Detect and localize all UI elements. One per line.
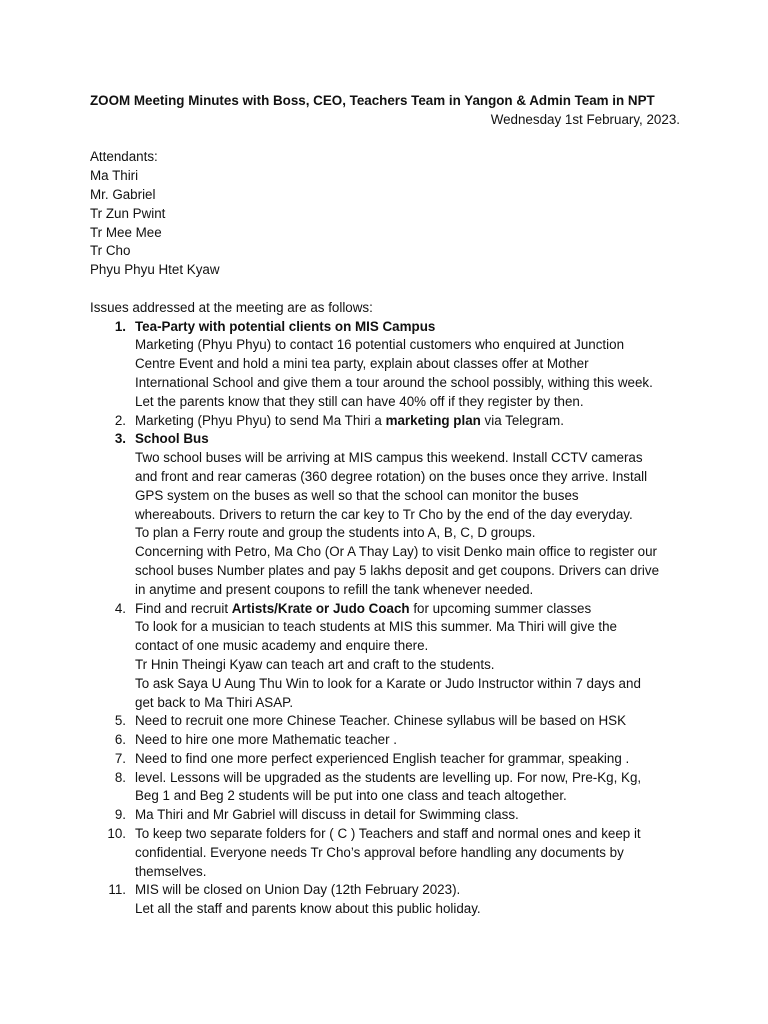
- issue-line: whereabouts. Drivers to return the car key to Tr Cho by the end of the day everyday.: [135, 506, 633, 522]
- issue-item: [90, 712, 680, 731]
- issue-line: GPS system on the buses as well so that the school can monitor the buses: [135, 487, 579, 503]
- spacer: [90, 130, 680, 149]
- issue-line: To keep two separate folders for ( C ) Teachers and staff and normal ones and keep it: [135, 826, 641, 842]
- issue-number: 10.: [107, 826, 126, 842]
- issue-number: 6.: [114, 732, 126, 748]
- issue-item: [90, 600, 680, 713]
- issue-text: via Telegram.: [480, 412, 564, 428]
- spacer: [90, 280, 680, 299]
- issue-line: Beg 1 and Beg 2 students will be put into one class and teach altogether.: [135, 788, 567, 804]
- issue-item: [90, 825, 680, 881]
- issue-line: Let all the staff and parents know about this public holiday.: [135, 901, 481, 917]
- issue-line: get back to Ma Thiri ASAP.: [135, 694, 294, 710]
- issue-line: Two school buses will be arriving at MIS campus this weekend. Install CCTV cameras: [135, 450, 643, 466]
- issue-line: Need to hire one more Mathematic teacher .: [135, 732, 397, 748]
- attendant-list: [90, 167, 680, 280]
- attendant: Ma Thiri: [90, 168, 139, 184]
- issue-line: Need to find one more perfect experienced English teacher for grammar, speaking .: [135, 750, 630, 766]
- document-title: ZOOM Meeting Minutes with Boss, CEO, Teachers Team in Yangon & Admin Team in NPT: [90, 93, 655, 108]
- attendant: Tr Zun Pwint: [90, 205, 166, 221]
- issue-text: Marketing (Phyu Phyu) to send Ma Thiri a: [135, 412, 386, 428]
- issue-line: [135, 412, 680, 431]
- issue-emphasis: Artists/Krate or Judo Coach: [231, 600, 410, 616]
- attendant: Tr Mee Mee: [90, 224, 162, 240]
- issue-line: MIS will be closed on Union Day (12th February 2023).: [135, 882, 461, 898]
- issue-line: Marketing (Phyu Phyu) to contact 16 potential customers who enquired at Junction: [135, 337, 625, 353]
- issue-line: themselves.: [135, 863, 207, 879]
- issue-emphasis: marketing plan: [385, 412, 481, 428]
- issues-intro: Issues addressed at the meeting are as follows:: [90, 299, 373, 315]
- issue-number: 1.: [114, 318, 126, 334]
- attendant: Phyu Phyu Htet Kyaw: [90, 262, 220, 278]
- issue-line: level. Lessons will be upgraded as the students are levelling up. For now, Pre-Kg, Kg,: [135, 769, 642, 785]
- issue-number: 8.: [114, 769, 126, 785]
- meeting-date: Wednesday 1st February, 2023.: [490, 111, 680, 127]
- issue-line: Let the parents know that they still can have 40% off if they register by then.: [135, 393, 584, 409]
- issue-number: 4.: [114, 600, 126, 616]
- document-page: [90, 92, 680, 919]
- issue-number: 7.: [114, 750, 126, 766]
- issue-line: Ma Thiri and Mr Gabriel will discuss in detail for Swimming class.: [135, 807, 519, 823]
- issue-number: 5.: [114, 713, 126, 729]
- issue-number: 2.: [114, 412, 126, 428]
- issue-line: Need to recruit one more Chinese Teacher. Chinese syllabus will be based on HSK: [135, 713, 627, 729]
- issue-line: confidential. Everyone needs Tr Cho’s approval before handling any documents by: [135, 844, 624, 860]
- issue-item: [90, 769, 680, 807]
- issue-item: [90, 412, 680, 431]
- issue-line: in anytime and present coupons to refill the tank whenever needed.: [135, 581, 534, 597]
- issue-line: To plan a Ferry route and group the students into A, B, C, D groups.: [135, 525, 536, 541]
- issue-line: Concerning with Petro, Ma Cho (Or A Thay Lay) to visit Denko main office to register our: [135, 544, 657, 560]
- issue-text: for upcoming summer classes: [409, 600, 592, 616]
- issue-number: 9.: [114, 807, 126, 823]
- issue-text: Find and recruit: [135, 600, 232, 616]
- attendant: Tr Cho: [90, 243, 131, 259]
- issue-line: and front and rear cameras (360 degree rotation) on the buses once they arrive. Install: [135, 468, 648, 484]
- issue-item: [90, 430, 680, 599]
- issue-heading: School Bus: [135, 431, 209, 447]
- issue-item: [90, 750, 680, 769]
- issue-line: To look for a musician to teach students at MIS this summer. Ma Thiri will give the: [135, 619, 618, 635]
- issues-list: [90, 318, 680, 920]
- issue-line: To ask Saya U Aung Thu Win to look for a Karate or Judo Instructor within 7 days and: [135, 675, 641, 691]
- issue-line: [135, 600, 680, 619]
- issue-item: [90, 881, 680, 919]
- issue-line: contact of one music academy and enquire there.: [135, 638, 429, 654]
- issue-number: 3.: [114, 431, 126, 447]
- issue-line: Tr Hnin Theingi Kyaw can teach art and craft to the students.: [135, 656, 495, 672]
- issue-number: 11.: [108, 882, 126, 898]
- issue-line: school buses Number plates and pay 5 lakhs deposit and get coupons. Drivers can drive: [135, 562, 660, 578]
- issue-line: Centre Event and hold a mini tea party, explain about classes offer at Mother: [135, 356, 589, 372]
- attendant: Mr. Gabriel: [90, 186, 156, 202]
- issue-line: International School and give them a tour around the school possibly, withing this week.: [135, 374, 653, 390]
- issue-item: [90, 731, 680, 750]
- issue-item: [90, 806, 680, 825]
- attendants-label: Attendants:: [90, 149, 158, 165]
- issue-item: [90, 318, 680, 412]
- issue-heading: Tea-Party with potential clients on MIS Campus: [135, 318, 436, 334]
